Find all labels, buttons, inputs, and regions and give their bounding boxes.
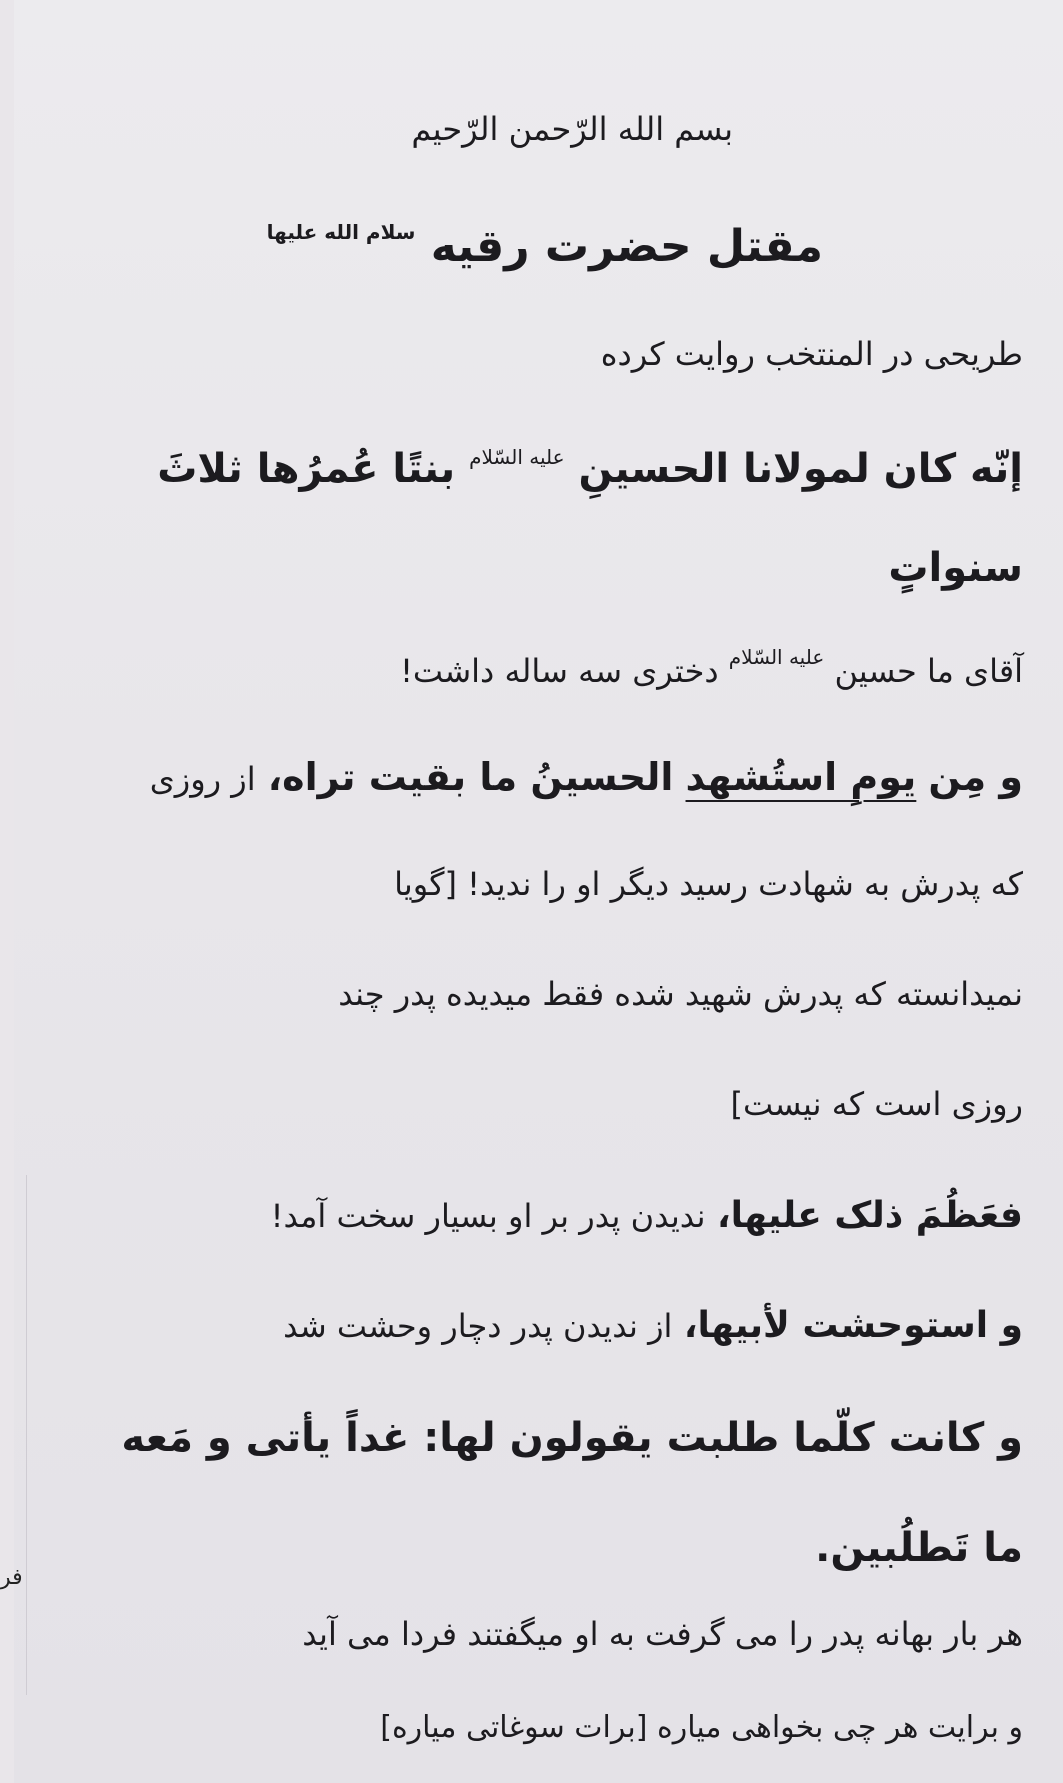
persian-3-text: نمیدانسته که پدرش شهید شده فقط میدیده پدر چند [338, 975, 1023, 1013]
arabic-3-text: فعَظُمَ ذلک علیها، [716, 1195, 1023, 1236]
arabic-5-text: و کانت کلّما طلبت یقولون لها: غداً یأتی و مَعه [121, 1415, 1023, 1461]
arabic-5-cont: ما تَطلُبین. [815, 1525, 1023, 1571]
basmala-text: بسم الله الرّحمن الرّحیم [411, 110, 733, 148]
narration-text: طریحی در المنتخب روایت کرده [600, 335, 1023, 373]
arabic-4-text: و استوحشت لأبیها، [683, 1305, 1023, 1346]
arabic-line-1-cont [888, 545, 1023, 591]
arabic-2-underlined: یومِ استُشهد [685, 755, 917, 799]
arabic-2-post: الحسینُ ما بقیت تراه، [267, 755, 674, 799]
document-page [14, 0, 1063, 1783]
arabic-line-3 [271, 1195, 1023, 1236]
persian-8-text: و برایت هر چی بخواهی میاره [برات سوغاتی میاره] [380, 1710, 1023, 1745]
persian-2-text: که پدرش به شهادت رسید دیگر او را ندید! [گویا [394, 865, 1023, 903]
persian-line-7 [302, 1615, 1023, 1653]
persian-4-text: روزی است که نیست] [730, 1085, 1023, 1123]
persian-line-4 [731, 1085, 1023, 1123]
arabic-1-start: إنّه کان لمولانا الحسینِ [578, 446, 1023, 492]
persian-line-2 [394, 865, 1023, 903]
arabic-2-persian: از روزی [149, 760, 256, 798]
basmala-heading [411, 110, 733, 148]
persian-1-start: آقای ما حسین [834, 652, 1023, 690]
document-title [267, 220, 823, 272]
persian-line-3 [338, 975, 1023, 1013]
persian-line-1 [400, 645, 1023, 690]
persian-7-text: هر بار بهانه پدر را می گرفت به او میگفتند فردا می آید [302, 1615, 1023, 1653]
persian-1-end: دختری سه ساله داشت! [400, 652, 719, 690]
persian-1-honorific: علیه السّلام [728, 645, 825, 669]
arabic-1-end: بنتًا عُمرُها ثلاثَ [157, 446, 456, 492]
narration-line [601, 335, 1023, 373]
paper-fold-edge [14, 1175, 27, 1695]
persian-5-text: ندیدن پدر بر او بسیار سخت آمد! [270, 1197, 706, 1235]
persian-line-8 [380, 1710, 1023, 1745]
arabic-line-4 [283, 1305, 1023, 1346]
title-honorific: سلام الله علیها [266, 220, 416, 244]
margin-text-fragment: فر [0, 1565, 23, 1590]
arabic-line-1 [157, 445, 1023, 492]
title-main: مقتل حضرت رقیه [430, 221, 823, 272]
arabic-1-cont: سنواتٍ [888, 545, 1023, 591]
persian-6-text: از ندیدن پدر دچار وحشت شد [283, 1307, 673, 1345]
arabic-2-pre: و مِن [928, 755, 1023, 799]
arabic-line-2 [150, 755, 1023, 799]
arabic-line-5 [121, 1415, 1023, 1461]
arabic-line-5-cont [815, 1525, 1023, 1571]
arabic-1-honorific: علیه السّلام [469, 445, 565, 469]
